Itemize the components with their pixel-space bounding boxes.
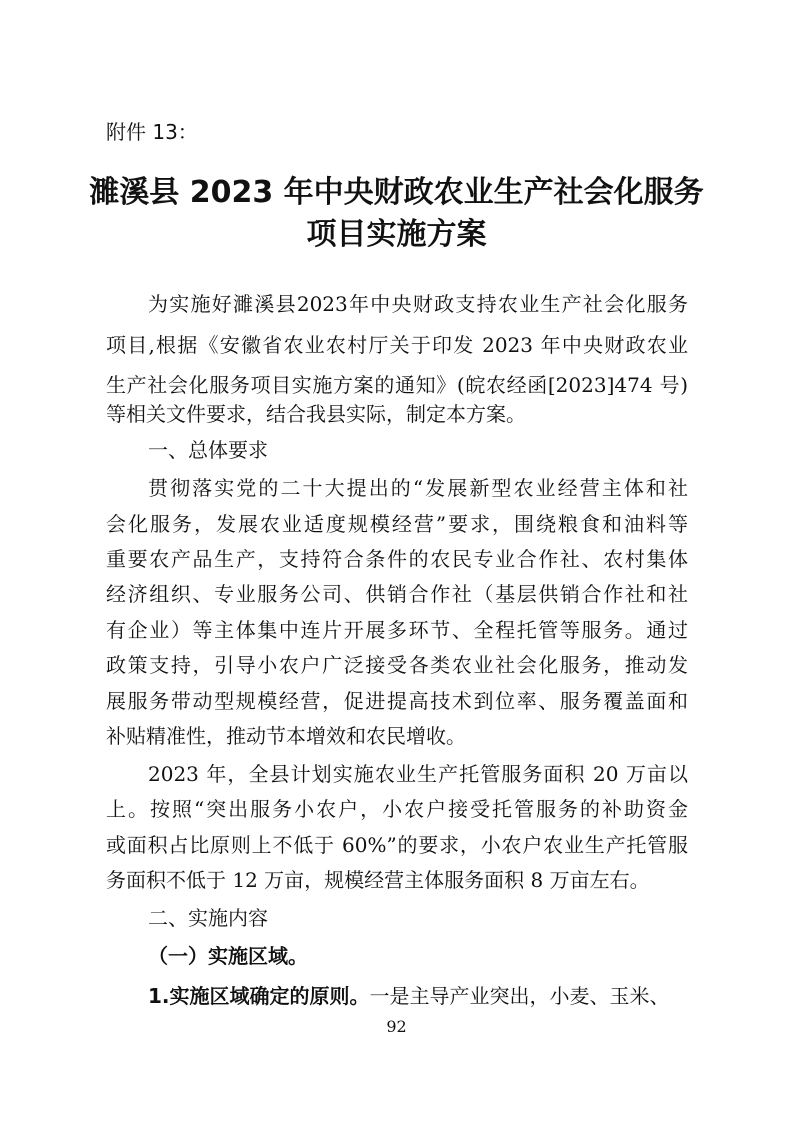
paragraph-line: 贯彻落实党的二十大提出的“发展新型农业经营主体和社 [148, 476, 688, 500]
section-heading: 一、总体要求 [148, 438, 268, 462]
item-text: 一是主导产业突出，小麦、玉米、 [369, 984, 670, 1008]
paragraph-line: 务面积不低于 12 万亩，规模经营主体服务面积 8 万亩左右。 [106, 868, 650, 892]
paragraph-line: 有企业）等主体集中连片开展多环节、全程托管等服务。通过 [106, 618, 688, 642]
section-heading: 二、实施内容 [148, 906, 268, 930]
intro-line: 项目,根据《安徽省农业农村厅关于印发 2023 年中央财政农业 [106, 333, 688, 357]
intro-line: 等相关文件要求，结合我县实际，制定本方案。 [106, 402, 526, 426]
attachment-label: 附件 13： [106, 120, 198, 144]
paragraph-line: 2023 年，全县计划实施农业生产托管服务面积 20 万亩以 [148, 762, 688, 786]
subsection-heading: （一）实施区域。 [148, 944, 308, 968]
paragraph-line: 上。按照“突出服务小农户，小农户接受托管服务的补助资金 [106, 797, 688, 821]
document-title-line-2: 项目实施方案 [306, 217, 487, 252]
paragraph-line: 展服务带动型规模经营，促进提高技术到位率、服务覆盖面和 [106, 689, 688, 713]
document-title-line-1: 濉溪县 2023 年中央财政农业生产社会化服务 [89, 175, 704, 210]
intro-line: 为实施好濉溪县2023年中央财政支持农业生产社会化服务 [148, 292, 688, 316]
paragraph-line: 政策支持，引导小农户广泛接受各类农业社会化服务，推动发 [106, 653, 688, 677]
paragraph-line: 补贴精准性，推动节本增效和农民增收。 [106, 724, 466, 748]
paragraph-line: 或面积占比原则上不低于 60%”的要求，小农户农业生产托管服 [106, 833, 688, 857]
item-line [148, 982, 688, 1010]
intro-line: 生产社会化服务项目实施方案的通知》(皖农经函[2023]474 号) [106, 373, 688, 397]
paragraph-line: 经济组织、专业服务公司、供销合作社（基层供销合作社和社 [106, 582, 688, 606]
paragraph-line: 会化服务，发展农业适度规模经营”要求，围绕粮食和油料等 [106, 512, 688, 536]
page-number: 92 [386, 1017, 407, 1036]
paragraph-line: 重要农产品生产，支持符合条件的农民专业合作社、农村集体 [106, 547, 688, 571]
item-heading: 1.实施区域确定的原则。 [148, 984, 370, 1008]
